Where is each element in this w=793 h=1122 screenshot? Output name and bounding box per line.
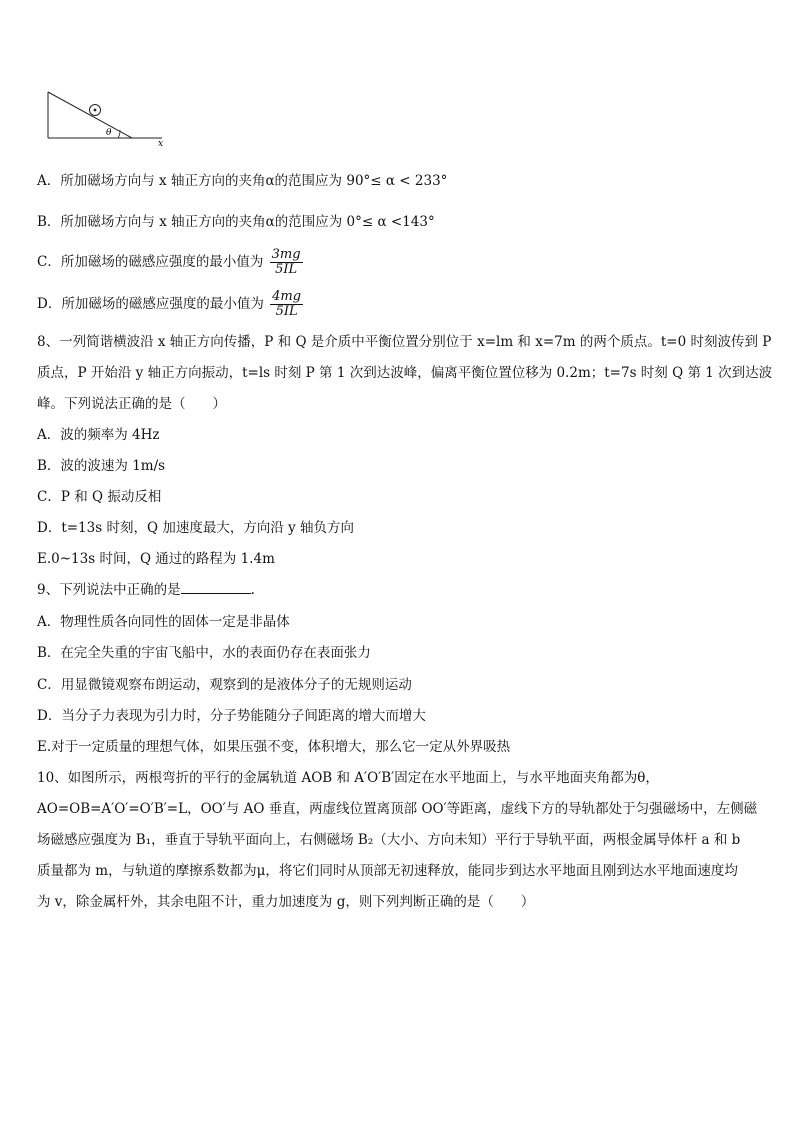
q10-stem-line-4: 质量都为 m，与轨道的摩擦系数都为μ，将它们同时从顶部无初速释放，能同步到达水平地面且刚到达水平地面速度均: [37, 863, 738, 879]
axis-label: x: [158, 139, 164, 146]
q8-option-a: A．波的频率为 4Hz: [37, 427, 160, 443]
q7-option-d-text: D．所加磁场的磁感应强度的最小值为: [37, 296, 264, 312]
q9-stem: [37, 581, 255, 599]
q10-stem-line-1: 10、如图所示，两根弯折的平行的金属轨道 AOB 和 A′O′B′固定在水平地面上，与水平地面夹角都为θ，: [37, 770, 659, 786]
q8-option-b: B．波的波速为 1m/s: [37, 458, 166, 474]
q7-option-c-fraction: [270, 248, 303, 277]
q10-stem-line-5: 为 v，除金属杆外，其余电阻不计，重力加速度为 g，则下列判断正确的是（ ）: [37, 894, 535, 910]
answer-blank: [181, 581, 251, 594]
incline-figure: [40, 86, 170, 150]
q8-option-d: D．t=13s 时刻，Q 加速度最大，方向沿 y 轴负方向: [37, 520, 355, 536]
q9-option-b: B．在完全失重的宇宙飞船中，水的表面仍存在表面张力: [37, 645, 371, 661]
fraction-numerator: 4mg: [272, 289, 302, 304]
q9-option-a: A．物理性质各向同性的固体一定是非晶体: [37, 614, 290, 630]
q8-stem-line-1: 8、一列简谐横波沿 x 轴正方向传播，P 和 Q 是介质中平衡位置分别位于 x=lm 和 x=7m 的两个质点。t=0 时刻波传到 P: [37, 334, 772, 350]
q9-option-d: D．当分子力表现为引力时，分子势能随分子间距离的增大而增大: [37, 708, 426, 724]
q8-stem-line-2: 质点，P 开始沿 y 轴正方向振动，t=ls 时刻 P 第 1 次到达波峰，偏离平衡位置位移为 0.2m；t=7s 时刻 Q 第 1 次到达波: [37, 365, 773, 381]
q7-option-d-fraction: [270, 290, 303, 319]
angle-label: θ: [106, 128, 112, 138]
q10-stem-line-2: AO=OB=A′O′=O′B′=L，OO′与 AO 垂直，两虚线位置离顶部 OO′等距离，虚线下方的导轨都处于匀强磁场中，左侧磁: [37, 801, 758, 817]
q9-option-c: C．用显微镜观察布朗运动，观察到的是液体分子的无规则运动: [37, 677, 412, 693]
q8-stem-line-3: 峰。下列说法正确的是（ ）: [37, 396, 226, 412]
q9-stem-end: .: [250, 582, 255, 598]
fraction-numerator: 3mg: [271, 247, 301, 262]
q8-option-e: E.0~13s 时间，Q 通过的路程为 1.4m: [37, 551, 275, 567]
fraction-denominator: 5IL: [275, 262, 298, 277]
q8-option-c: C．P 和 Q 振动反相: [37, 489, 162, 505]
q7-option-c: [37, 248, 303, 277]
q7-option-a: A．所加磁场方向与 x 轴正方向的夹角α的范围应为 90°≤ α < 233°: [37, 173, 448, 189]
q9-option-e: E.对于一定质量的理想气体，如果压强不变，体积增大，那么它一定从外界吸热: [37, 739, 511, 755]
q7-option-c-text: C．所加磁场的磁感应强度的最小值为: [37, 254, 264, 270]
q7-option-d: [37, 290, 303, 319]
q9-stem-text: 9、下列说法中正确的是: [37, 582, 181, 598]
q10-stem-line-3: 场磁感应强度为 B₁，垂直于导轨平面向上，右侧磁场 B₂（大小、方向未知）平行于导轨平面，两根金属导体杆 a 和 b: [37, 832, 741, 848]
incline-diagram: [40, 86, 170, 146]
q7-option-b: B．所加磁场方向与 x 轴正方向的夹角α的范围应为 0°≤ α <143°: [37, 214, 435, 230]
fraction-denominator: 5IL: [275, 304, 298, 319]
